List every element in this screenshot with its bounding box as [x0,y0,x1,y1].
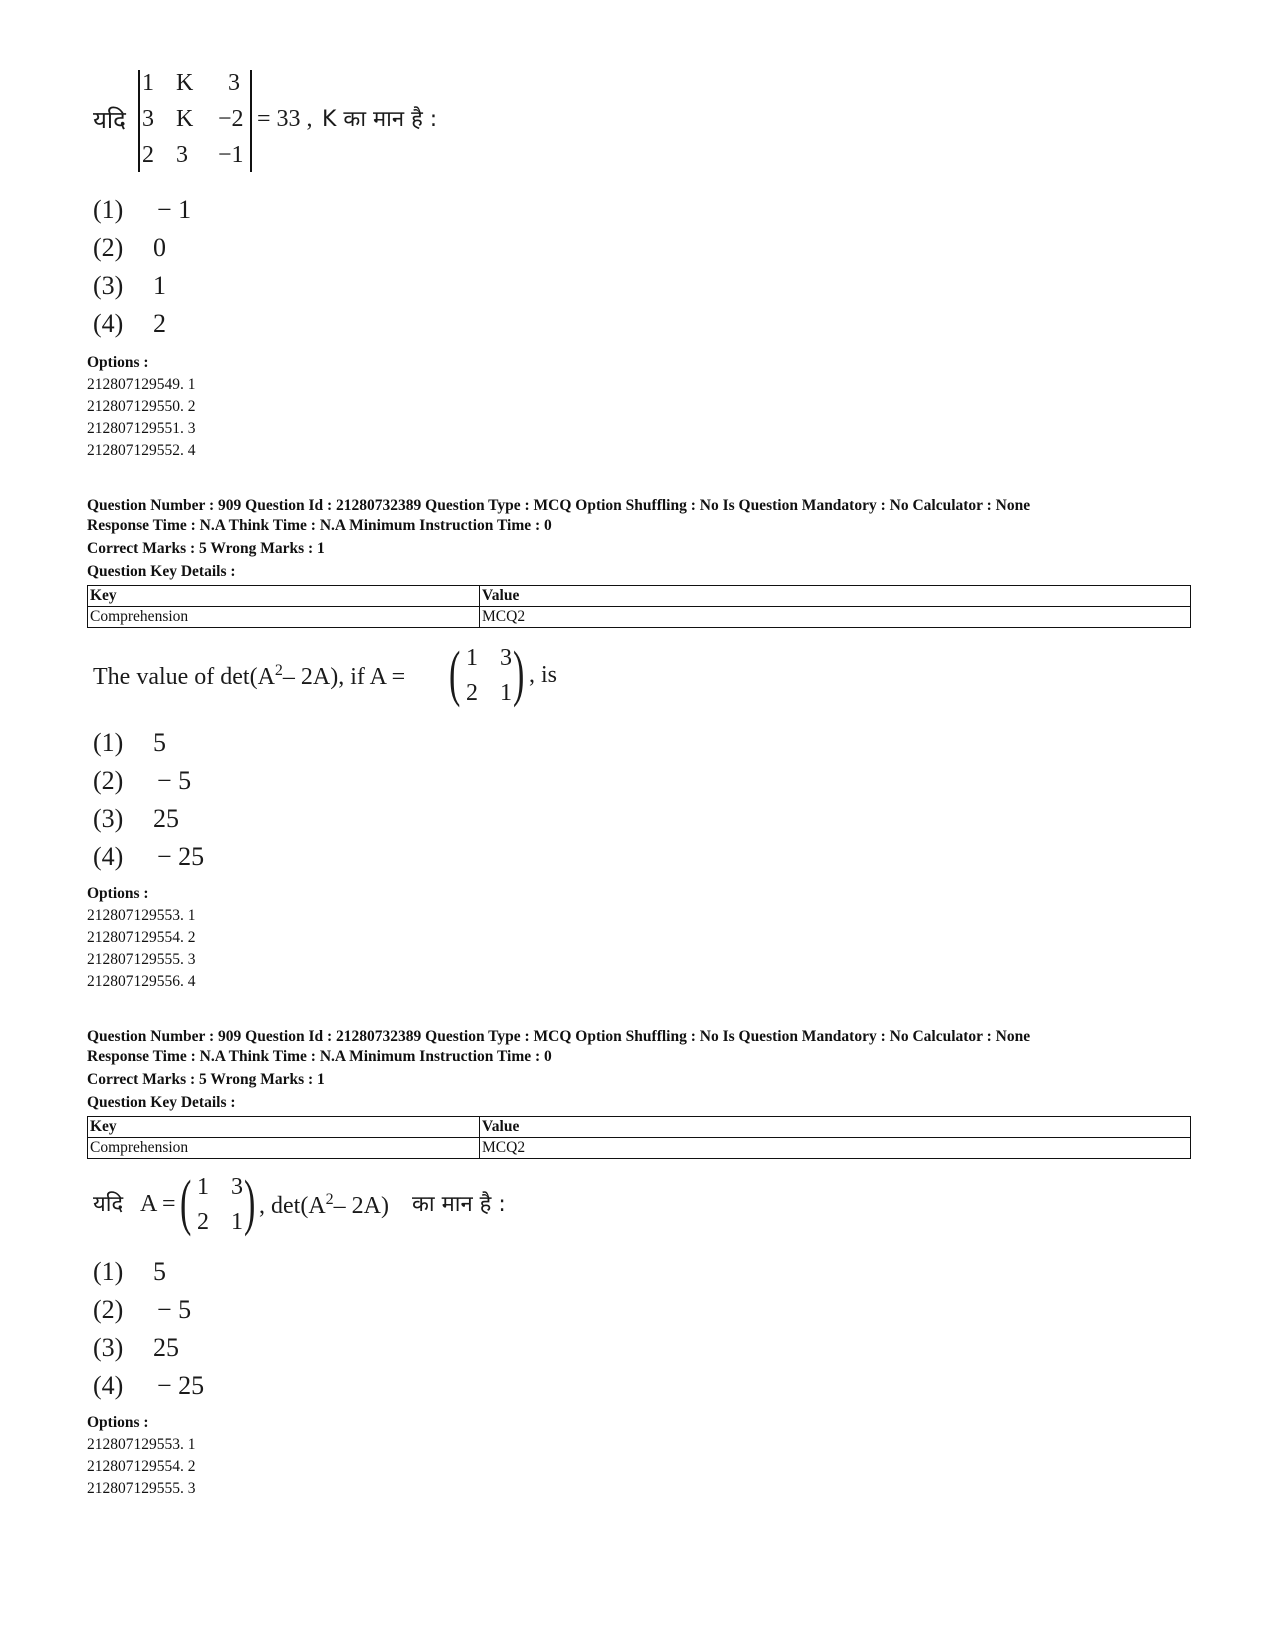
det-cell: 2 [142,142,154,168]
matrix-cell: 3 [231,1174,243,1200]
choice-value: − 25 [157,842,205,871]
choice-value: 5 [153,1257,166,1286]
choice-value: − 5 [157,766,192,795]
option-id: 212807129555. 3 [87,1480,196,1497]
question-2-meta-line2: Response Time : N.A Think Time : N.A Minimum Instruction Time : 0 [87,517,552,534]
matrix-cell: 2 [197,1209,209,1235]
question-2-marks: Correct Marks : 5 Wrong Marks : 1 [87,540,325,557]
question-3-key-table [87,1116,1191,1159]
choice-number: (3) [93,271,124,300]
option-id: 212807129555. 3 [87,951,196,968]
table-cell: Comprehension [88,607,480,628]
choice-number: (4) [93,842,124,871]
choice-number: (2) [93,233,124,262]
det-cell: 3 [142,106,154,132]
determinant-left-bar [138,70,140,172]
options-label: Options : [87,885,149,902]
stem-superscript: 2 [274,662,283,679]
question-2-options [87,883,196,993]
choice-value: 5 [153,728,166,757]
stem-text: – 2A), if A = [282,664,406,690]
stem-equals: = 33 , [257,106,313,132]
choice-number: (1) [93,728,124,757]
options-label: Options : [87,354,149,371]
choice-value: 1 [153,271,166,300]
choice-value: − 25 [157,1371,205,1400]
option-id: 212807129556. 4 [87,973,196,990]
table-cell: MCQ2 [480,1138,1191,1159]
det-cell: K [176,70,194,96]
choice-value: − 1 [157,195,192,224]
matrix-cell: 1 [231,1209,243,1235]
matrix-left-paren: ( [180,1169,192,1237]
matrix-left-paren: ( [449,640,461,708]
question-2-meta-line1: Question Number : 909 Question Id : 21280732389 Question Type : MCQ Option Shuffling : No Is Question Mandatory : No Calculator : None [87,497,1031,514]
matrix-cell: 2 [466,680,478,706]
question-3-meta-line2: Response Time : N.A Think Time : N.A Minimum Instruction Time : 0 [87,1048,552,1065]
option-id: 212807129549. 1 [87,376,196,393]
choice-number: (4) [93,1371,124,1400]
choice-value: − 5 [157,1295,192,1324]
choice-number: (2) [93,1295,124,1324]
det-cell: K [176,106,194,132]
option-id: 212807129551. 3 [87,420,196,437]
choice-value: 2 [153,309,166,338]
stem-prefix-hindi: यदि [93,1192,124,1217]
stem-prefix-hindi: यदि [93,106,126,134]
matrix-cell: 1 [466,645,478,671]
option-id: 212807129553. 1 [87,1436,196,1453]
matrix-right-paren: ) [244,1169,256,1237]
question-3-options [87,1412,196,1500]
stem-text: , det(A [259,1193,326,1219]
matrix-cell: 1 [197,1174,209,1200]
stem-superscript: 2 [325,1191,334,1208]
choice-number: (3) [93,1333,124,1362]
matrix-right-paren: ) [513,640,525,708]
stem-suffix-hindi: K का मान है : [322,107,438,132]
choice-number: (1) [93,195,124,224]
table-cell: MCQ2 [480,607,1191,628]
stem-text: – 2A) [333,1193,389,1219]
determinant-right-bar [250,70,252,172]
det-cell: 3 [176,142,188,168]
table-header-cell: Value [480,586,1191,607]
choice-value: 25 [153,804,179,833]
table-header-row [88,1117,1191,1138]
choice-value: 25 [153,1333,179,1362]
table-header-row [88,586,1191,607]
option-id: 212807129550. 2 [87,398,196,415]
option-id: 212807129554. 2 [87,1458,196,1475]
option-id: 212807129553. 1 [87,907,196,924]
det-cell: 1 [142,70,154,96]
matrix-cell: 3 [500,645,512,671]
table-cell: Comprehension [88,1138,480,1159]
det-cell: 3 [228,70,240,96]
table-row [88,1138,1191,1159]
choice-number: (2) [93,766,124,795]
question-1-options [87,352,196,462]
option-id: 212807129552. 4 [87,442,196,459]
options-label: Options : [87,1414,149,1431]
choice-number: (3) [93,804,124,833]
stem-matrix-name: A = [140,1191,176,1217]
det-cell: −1 [218,142,244,168]
question-2-key-details-label: Question Key Details : [87,563,236,580]
choice-number: (1) [93,1257,124,1286]
question-3-key-details-label: Question Key Details : [87,1094,236,1111]
question-3-meta-line1: Question Number : 909 Question Id : 21280732389 Question Type : MCQ Option Shuffling : No Is Question Mandatory : No Calculator : None [87,1028,1031,1045]
choice-number: (4) [93,309,124,338]
option-id: 212807129554. 2 [87,929,196,946]
question-2-key-table [87,585,1191,628]
question-3-marks: Correct Marks : 5 Wrong Marks : 1 [87,1071,325,1088]
table-header-cell: Value [480,1117,1191,1138]
table-header-cell: Key [88,586,480,607]
table-row [88,607,1191,628]
stem-suffix-hindi: का मान है : [412,1192,506,1217]
choice-value: 0 [153,233,166,262]
det-cell: −2 [218,106,244,132]
stem-text: The value of det(A [93,664,275,690]
stem-end: , is [529,662,558,688]
matrix-cell: 1 [500,680,512,706]
table-header-cell: Key [88,1117,480,1138]
